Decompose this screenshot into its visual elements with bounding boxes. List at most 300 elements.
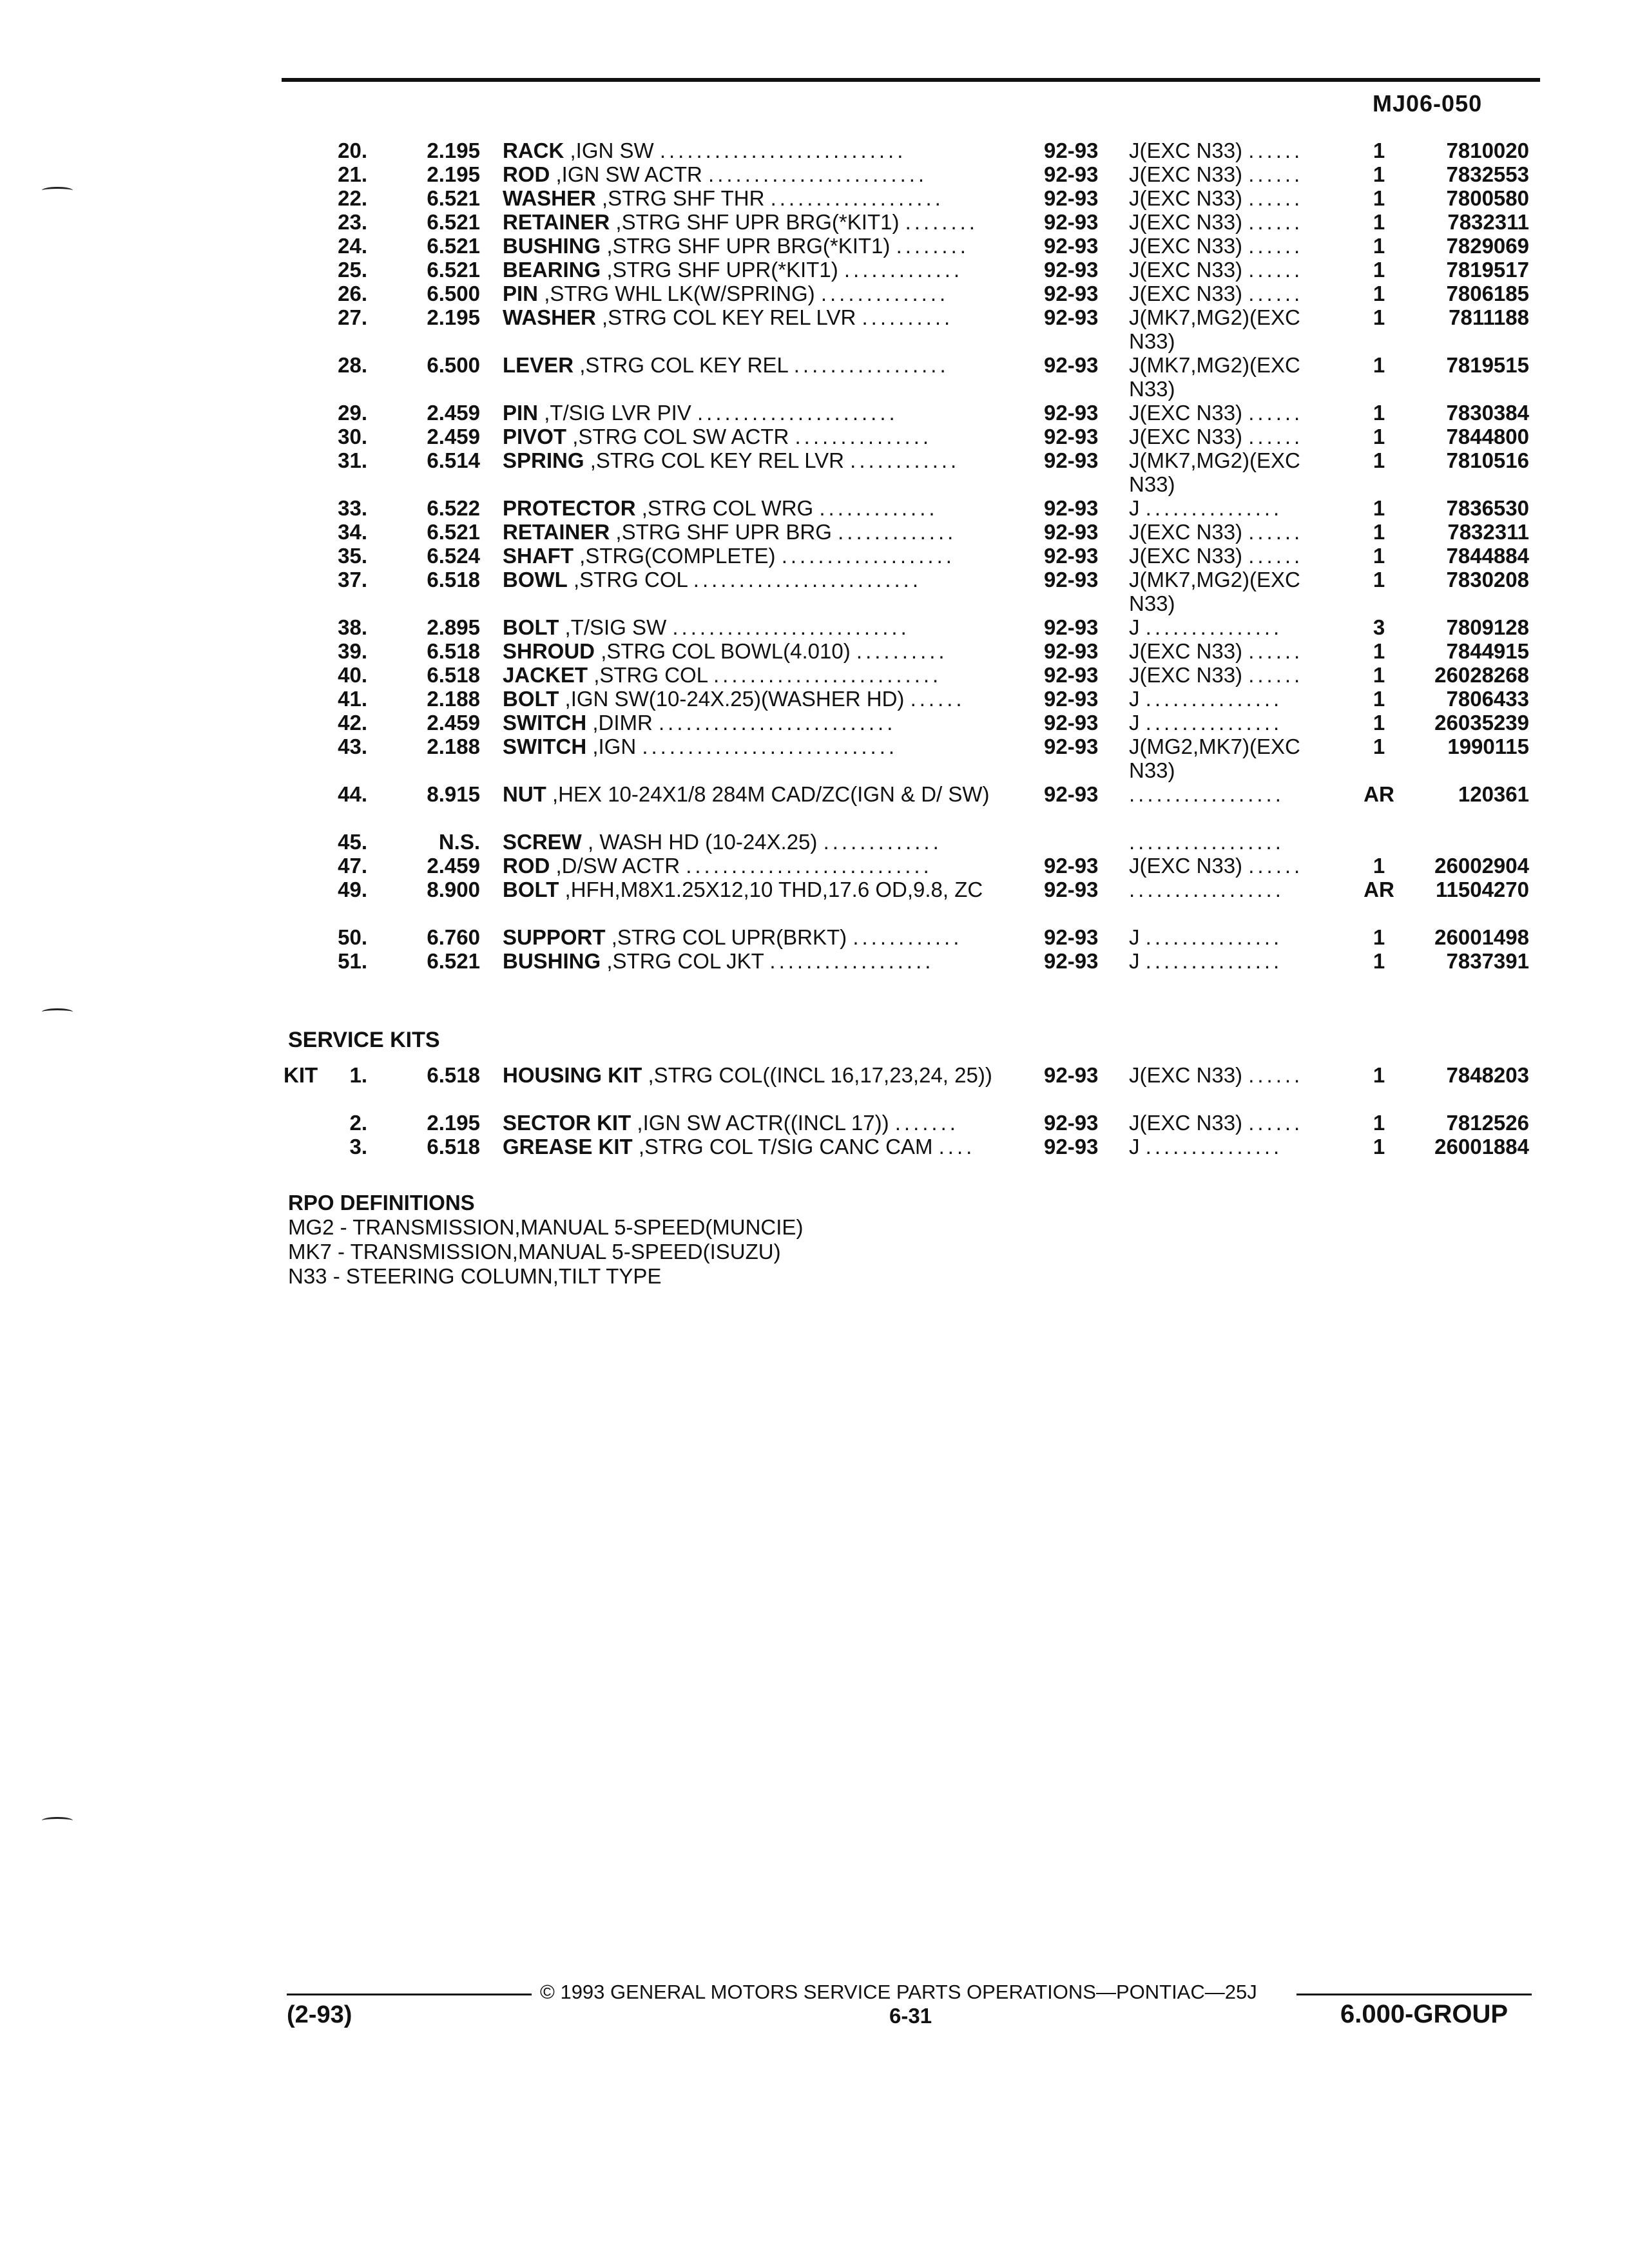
item-number-text: 40. [338,663,367,687]
part-name: SCREW [503,830,582,854]
part-number: 7812526 [1446,1111,1529,1135]
part-number: 7832553 [1446,162,1529,186]
part-detail: ,STRG(COMPLETE) [579,544,776,568]
item-number-text: 22. [338,186,367,210]
leader-dots: ...... [1248,544,1304,568]
leader-dots: ...... [1248,663,1304,687]
part-description [503,282,1031,305]
application-text: J(EXC N33) [1129,139,1243,162]
leader-dots: ........ [896,234,969,258]
part-detail: ,STRG SHF UPR BRG(*KIT1) [606,234,891,258]
quantity: 1 [1373,663,1385,687]
part-number: 7830384 [1446,401,1529,425]
leader-dots: ...... [1248,854,1304,878]
part-name: JACKET [503,663,588,687]
item-number-text: 37. [338,568,367,591]
item-number-text: 35. [338,544,367,568]
leader-dots: ........ [905,210,978,234]
part-number: 7800580 [1446,186,1529,210]
application-text: J [1129,949,1140,973]
item-number-text: 30. [338,425,367,448]
group-number: 6.521 [427,949,480,973]
application [1129,925,1345,949]
part-detail: ,STRG SHF THR [602,186,765,210]
item-number-text: 25. [338,258,367,282]
part-description [503,639,1031,663]
quantity: 1 [1373,544,1385,568]
application-text: J [1129,1135,1140,1158]
part-detail: ,STRG COL KEY REL [579,353,788,377]
part-detail: ,STRG SHF UPR BRG(*KIT1) [615,210,900,234]
part-description [503,1111,1031,1135]
part-number: 7844915 [1446,639,1529,663]
item-number-text: 47. [338,854,367,878]
part-description [503,1135,1031,1158]
application [1129,854,1345,878]
group-label: 6.000-GROUP [1340,2000,1509,2028]
leader-dots: ...... [1248,234,1304,258]
binding-mark [42,187,73,194]
part-detail: ,IGN SW ACTR [555,162,702,186]
application [1129,139,1345,162]
model-years: 92-93 [1044,854,1099,878]
item-number-text: 41. [338,687,367,711]
group-number: 6.522 [427,496,480,520]
leader-dots: .......................... [659,711,896,735]
part-description [503,401,1031,425]
leader-dots: ........................... [686,854,932,878]
quantity: 1 [1373,139,1385,162]
part-name: SWITCH [503,711,587,735]
application [1129,520,1345,544]
model-years: 92-93 [1044,234,1099,258]
part-detail: ,STRG COL BOWL(4.010) [601,639,851,663]
model-years: 92-93 [1044,925,1099,949]
leader-dots: ................. [1129,782,1284,806]
leader-dots: ...... [1248,1063,1304,1087]
part-name: SHROUD [503,639,595,663]
quantity: 1 [1373,854,1385,878]
quantity: 1 [1373,448,1385,472]
part-name: WASHER [503,186,596,210]
part-description [503,782,1031,806]
group-number: 6.521 [427,258,480,282]
rpo-line: MK7 - TRANSMISSION,MANUAL 5-SPEED(ISUZU) [288,1240,781,1264]
part-detail: ,HEX 10-24X1/8 284M CAD/ZC(IGN & D/ SW) [552,782,990,806]
leader-dots: .......... [856,639,948,663]
quantity: AR [1364,878,1394,901]
leader-dots: ........................ [708,162,928,186]
part-name: WASHER [503,305,596,329]
part-name: SWITCH [503,735,587,758]
part-number: 26028268 [1434,663,1529,687]
part-description [503,139,1031,162]
part-description [503,735,1031,758]
part-description [503,854,1031,878]
group-number: 2.188 [427,687,480,711]
part-detail: ,T/SIG LVR PIV [544,401,691,425]
application [1129,735,1345,782]
leader-dots: ............... [795,425,932,448]
group-number: 6.518 [427,568,480,591]
part-description [503,663,1031,687]
application [1129,425,1345,448]
model-years: 92-93 [1044,949,1099,973]
part-description [503,186,1031,210]
part-description [503,448,1031,472]
footer-rule-right [1296,1994,1532,1995]
part-number: 7837391 [1446,949,1529,973]
application-text: J(EXC N33) [1129,234,1243,258]
part-description [503,615,1031,639]
group-number: 2.459 [427,711,480,735]
application-text: J(EXC N33) [1129,282,1243,305]
part-description [503,568,1031,591]
item-number-text: 2. [349,1111,367,1135]
application-text: J(EXC N33) [1129,639,1243,663]
model-years: 92-93 [1044,687,1099,711]
model-years: 92-93 [1044,401,1099,425]
item-number-text: 1. [349,1063,367,1087]
application-text: J(EXC N33) [1129,258,1243,282]
part-name: PIN [503,282,539,305]
item-number-text: 21. [338,162,367,186]
leader-dots: ...... [1248,520,1304,544]
part-detail: ,STRG COL((INCL 16,17,23,24, 25)) [648,1063,992,1087]
part-name: SUPPORT [503,925,606,949]
model-years: 92-93 [1044,162,1099,186]
quantity: 1 [1373,520,1385,544]
quantity: 1 [1373,1111,1385,1135]
leader-dots: ............. [819,496,938,520]
part-number: 26035239 [1434,711,1529,735]
part-name: PROTECTOR [503,496,636,520]
leader-dots: ............. [838,520,957,544]
part-detail: ,DIMR [592,711,653,735]
part-description [503,496,1031,520]
item-number-text: 24. [338,234,367,258]
part-number: 7844800 [1446,425,1529,448]
leader-dots: .... [938,1135,976,1158]
application [1129,162,1345,186]
group-number: 6.518 [427,1063,480,1087]
part-number: 26002904 [1434,854,1529,878]
leader-dots: ...... [1248,139,1304,162]
rpo-heading: RPO DEFINITIONS [288,1191,475,1215]
part-detail: ,STRG COL WRG [641,496,814,520]
application-text: J(MK7,MG2)(EXC N33) [1129,568,1300,615]
item-number-text: 49. [338,878,367,901]
leader-dots: ...... [1248,258,1304,282]
group-number: 2.195 [427,162,480,186]
quantity: 1 [1373,401,1385,425]
part-number: 7810020 [1446,139,1529,162]
quantity: 1 [1373,687,1385,711]
model-years: 92-93 [1044,305,1099,329]
quantity: 1 [1373,282,1385,305]
item-number-text: 42. [338,711,367,735]
application [1129,258,1345,282]
group-number: 6.521 [427,186,480,210]
part-description [503,544,1031,568]
quantity: 1 [1373,353,1385,377]
part-name: BOLT [503,687,559,711]
part-description [503,258,1031,282]
quantity: 1 [1373,210,1385,234]
application [1129,210,1345,234]
item-number-text: 3. [349,1135,367,1158]
application [1129,663,1345,687]
quantity: 1 [1373,305,1385,329]
group-number: 6.518 [427,1135,480,1158]
leader-dots: ................. [793,353,949,377]
part-number: 11504270 [1435,878,1529,901]
part-name: GREASE KIT [503,1135,633,1158]
quantity: 1 [1373,925,1385,949]
rpo-line: MG2 - TRANSMISSION,MANUAL 5-SPEED(MUNCIE) [288,1215,804,1239]
application-text: J(EXC N33) [1129,401,1243,425]
part-name: SPRING [503,448,584,472]
application-text: J(MK7,MG2)(EXC N33) [1129,353,1300,401]
application-text: J [1129,711,1140,735]
rpo-line: N33 - STEERING COLUMN,TILT TYPE [288,1264,662,1288]
group-number: 6.500 [427,282,480,305]
part-number: 7806433 [1446,687,1529,711]
part-name: ROD [503,162,550,186]
part-name: PIVOT [503,425,567,448]
application [1129,496,1345,520]
model-years: 92-93 [1044,544,1099,568]
part-description [503,234,1031,258]
application-text: J(EXC N33) [1129,162,1243,186]
part-number: 7832311 [1447,520,1529,544]
application-text: J [1129,687,1140,711]
model-years: 92-93 [1044,711,1099,735]
group-number: 2.195 [427,1111,480,1135]
part-name: BEARING [503,258,601,282]
group-number: 2.459 [427,854,480,878]
part-detail: ,STRG COL SW ACTR [572,425,789,448]
part-name: RACK [503,139,564,162]
part-detail: ,IGN SW(10-24X.25)(WASHER HD) [564,687,905,711]
application-text: J(EXC N33) [1129,186,1243,210]
item-number-text: 29. [338,401,367,425]
leader-dots: .......... [862,305,954,329]
leader-dots: ............... [1145,496,1283,520]
leader-dots: ............... [1145,925,1283,949]
application-text: J(MG2,MK7)(EXC N33) [1129,735,1300,782]
item-number-text: 28. [338,353,367,377]
quantity: 3 [1373,615,1385,639]
model-years: 92-93 [1044,496,1099,520]
part-name: BOWL [503,568,568,591]
item-number-text: 38. [338,615,367,639]
part-detail: ,HFH,M8X1.25X12,10 THD,17.6 OD,9.8, ZC [564,878,983,901]
quantity: 1 [1373,234,1385,258]
part-description [503,830,1031,854]
group-number: 8.915 [427,782,480,806]
part-name: BOLT [503,615,559,639]
application [1129,353,1345,401]
part-number: 7809128 [1446,615,1529,639]
part-number: 1990115 [1447,735,1529,758]
part-number: 7832311 [1447,210,1529,234]
model-years: 92-93 [1044,735,1099,758]
group-number: 2.459 [427,425,480,448]
quantity: 1 [1373,568,1385,591]
leader-dots: ...... [1248,639,1304,663]
leader-dots: ................. [1129,878,1284,901]
item-number-text: 44. [338,782,367,806]
application-text: J [1129,496,1140,520]
part-number: 120361 [1458,782,1529,806]
application [1129,878,1345,901]
leader-dots: ...... [1248,1111,1304,1135]
part-description [503,1063,1031,1087]
part-detail: ,STRG COL KEY REL LVR [590,448,844,472]
application [1129,782,1345,806]
application-text: J(EXC N33) [1129,544,1243,568]
model-years: 92-93 [1044,186,1099,210]
top-rule [282,78,1540,82]
quantity: 1 [1373,496,1385,520]
application [1129,401,1345,425]
application [1129,711,1345,735]
part-number: 7830208 [1446,568,1529,591]
application-text: J(MK7,MG2)(EXC N33) [1129,305,1300,353]
leader-dots: ........................... [659,139,907,162]
leader-dots: ...... [1248,425,1304,448]
model-years: 92-93 [1044,639,1099,663]
part-description [503,305,1031,329]
part-name: HOUSING KIT [503,1063,642,1087]
catalog-code: MJ06-050 [1373,90,1483,117]
part-number: 7811188 [1449,305,1529,329]
leader-dots: ...... [1248,282,1304,305]
application [1129,544,1345,568]
leader-dots: ...... [1248,401,1304,425]
part-name: BOLT [503,878,559,901]
leader-dots: ...................... [697,401,898,425]
leader-dots: ............. [843,258,963,282]
part-name: RETAINER [503,520,610,544]
model-years: 92-93 [1044,1111,1099,1135]
application [1129,1063,1345,1087]
part-detail: , WASH HD (10-24X.25) [588,830,818,854]
application [1129,568,1345,615]
application [1129,949,1345,973]
part-name: BUSHING [503,949,601,973]
model-years: 92-93 [1044,425,1099,448]
part-name: PIN [503,401,539,425]
part-detail: ,STRG COL JKT [606,949,764,973]
quantity: 1 [1373,186,1385,210]
part-detail: ,STRG COL T/SIG CANC CAM [638,1135,933,1158]
quantity: 1 [1373,735,1385,758]
part-name: NUT [503,782,546,806]
application [1129,305,1345,353]
quantity: 1 [1373,949,1385,973]
part-name: BUSHING [503,234,601,258]
application-text: J(EXC N33) [1129,1063,1243,1087]
part-detail: ,T/SIG SW [564,615,667,639]
leader-dots: ............. [823,830,942,854]
group-number: 6.524 [427,544,480,568]
item-number-text: 20. [338,139,367,162]
application [1129,186,1345,210]
part-name: ROD [503,854,550,878]
model-years: 92-93 [1044,1135,1099,1158]
part-description [503,925,1031,949]
application-text: J [1129,615,1140,639]
binding-mark [42,1817,73,1824]
part-detail: ,STRG SHF UPR(*KIT1) [606,258,838,282]
application [1129,830,1345,854]
leader-dots: ............ [853,925,963,949]
application [1129,1111,1345,1135]
model-years: 92-93 [1044,663,1099,687]
application [1129,282,1345,305]
model-years: 92-93 [1044,448,1099,472]
application [1129,234,1345,258]
group-number: 6.514 [427,448,480,472]
leader-dots: .............. [820,282,949,305]
model-years: 92-93 [1044,568,1099,591]
leader-dots: .......................... [672,615,910,639]
quantity: 1 [1373,1135,1385,1158]
part-description [503,949,1031,973]
part-number: 7810516 [1446,448,1529,472]
leader-dots: ...... [1248,162,1304,186]
application [1129,639,1345,663]
leader-dots: ............................ [642,735,898,758]
part-number: 7836530 [1446,496,1529,520]
group-number: 6.500 [427,353,480,377]
item-number-text: 39. [338,639,367,663]
application-text: J(EXC N33) [1129,210,1243,234]
part-description [503,353,1031,377]
leader-dots: ............... [1145,711,1283,735]
part-name: SHAFT [503,544,574,568]
footer-rule-left [287,1994,532,1995]
quantity: 1 [1373,425,1385,448]
application-text: J(EXC N33) [1129,663,1243,687]
model-years: 92-93 [1044,353,1099,377]
application-text: J [1129,925,1140,949]
group-number: 6.521 [427,210,480,234]
part-number: 7819515 [1446,353,1529,377]
part-name: LEVER [503,353,574,377]
leader-dots: ................. [1129,830,1284,854]
quantity: AR [1364,782,1394,806]
leader-dots: ................... [770,186,944,210]
part-detail: ,STRG COL UPR(BRKT) [611,925,847,949]
service-kits-heading: SERVICE KITS [288,1028,440,1052]
model-years: 92-93 [1044,615,1099,639]
part-number: 7844884 [1446,544,1529,568]
part-detail: ,STRG COL KEY REL LVR [602,305,856,329]
kit-label: KIT [284,1063,318,1087]
copyright-notice: © 1993 GENERAL MOTORS SERVICE PARTS OPERATIONS—PONTIAC—25J [540,1981,1257,2003]
binding-mark [42,1008,73,1015]
leader-dots: ...... [1248,186,1304,210]
part-detail: ,D/SW ACTR [555,854,680,878]
application-text: J(EXC N33) [1129,854,1243,878]
application-text: J(EXC N33) [1129,520,1243,544]
application [1129,687,1345,711]
part-name: RETAINER [503,210,610,234]
part-description [503,687,1031,711]
